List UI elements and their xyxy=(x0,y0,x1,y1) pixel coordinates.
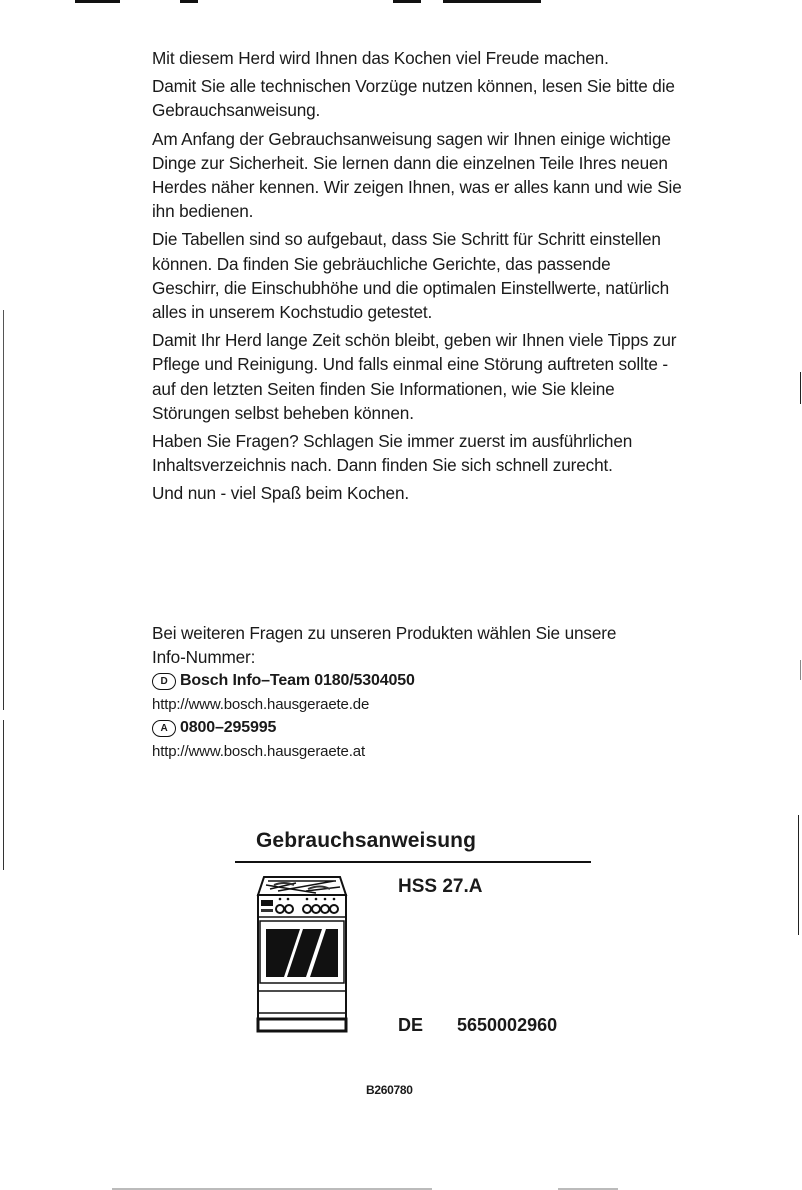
title-divider xyxy=(235,861,591,863)
model-number: HSS 27.A xyxy=(398,876,483,897)
germany-url[interactable]: http://www.bosch.hausgeraete.de xyxy=(152,696,370,713)
contact-intro: Bei weiteren Fragen zu unseren Produkten wählen Sie unsere Info-Nummer: xyxy=(152,623,617,667)
germany-hotline: Bosch Info–Team 0180/5304050 xyxy=(180,672,415,689)
scan-artifact-top xyxy=(443,0,541,3)
intro-text xyxy=(152,46,682,510)
contact-germany xyxy=(152,669,652,693)
edge-mark xyxy=(3,720,4,870)
scan-artifact-top xyxy=(393,0,421,3)
contact-block xyxy=(152,621,652,763)
intro-paragraph: Damit Ihr Herd lange Zeit schön bleibt, geben wir Ihnen viele Tipps zur Pflege und Reinigung. Und falls einmal eine Störung auftreten sollte - auf den letzten Seiten finden Sie Informationen, wie Sie kleine Störungen selbst beheben können. xyxy=(152,330,677,423)
document-title: Gebrauchsanweisung xyxy=(256,829,477,852)
edge-mark xyxy=(800,372,801,404)
country-badge-germany: D xyxy=(152,673,176,690)
language-code: DE xyxy=(398,1015,424,1035)
intro-paragraph: Haben Sie Fragen? Schlagen Sie immer zuerst im ausführlichen Inhaltsverzeichnis nach. Dann finden Sie sich schnell zurecht. xyxy=(152,431,633,476)
intro-paragraph: Die Tabellen sind so aufgebaut, dass Sie Schritt für Schritt einstellen können. Da finden Sie gebräuchliche Gerichte, das passende Geschirr, die Einschubhöhe und die optimalen Einstellwerte, natürlich alles in unserem Kochstudio getestet. xyxy=(152,229,670,323)
intro-paragraph: Damit Sie alle technischen Vorzüge nutzen können, lesen Sie bitte die Gebrauchsanweisung. xyxy=(152,76,675,121)
intro-paragraph: Und nun - viel Spaß beim Kochen. xyxy=(152,483,409,504)
stove-icon xyxy=(256,873,348,1033)
intro-paragraph: Mit diesem Herd wird Ihnen das Kochen viel Freude machen. xyxy=(152,48,609,68)
scan-artifact-top xyxy=(180,0,198,3)
austria-hotline: 0800–295995 xyxy=(180,719,277,736)
country-badge-austria: A xyxy=(152,720,176,737)
edge-mark xyxy=(3,310,4,530)
intro-paragraph: Am Anfang der Gebrauchsanweisung sagen wir Ihnen einige wichtige Dinge zur Sicherheit. Sie lernen dann die einzelnen Teile Ihres neuen Herdes näher kennen. Wir zeigen Ihnen, was er alles kann und wie Sie ihn bedienen. xyxy=(152,128,682,222)
edge-mark xyxy=(800,660,801,680)
austria-url[interactable]: http://www.bosch.hausgeraete.at xyxy=(152,743,365,760)
contact-austria xyxy=(152,716,652,740)
part-number: 5650002960 xyxy=(457,1015,558,1035)
edge-mark xyxy=(3,530,4,710)
edge-mark xyxy=(798,815,799,935)
scan-artifact-top xyxy=(75,0,120,3)
document-code: B260780 xyxy=(366,1083,413,1097)
